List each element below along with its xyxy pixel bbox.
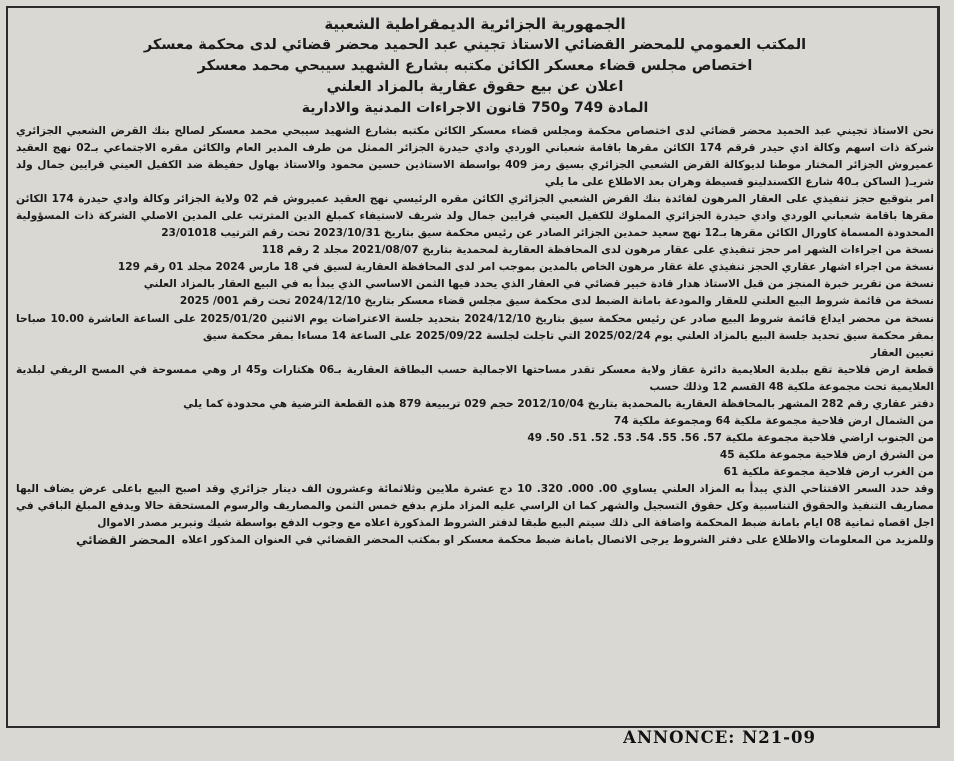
north-boundary: من الشمال ارض فلاحية مجموعة ملكية 64 ومجموعة ملكية 74	[613, 414, 934, 427]
west-boundary: من الغرب ارض فلاحية مجموعة ملكية 61	[723, 465, 934, 478]
republic-title: الجمهورية الجزائرية الديمقراطية الشعبية	[324, 15, 626, 33]
announcement-header	[16, 14, 934, 119]
signature-title: المحضر القضائي	[76, 533, 176, 548]
south-boundary: من الجنوب اراضي فلاحية مجموعة ملكية 57. 56. 55. 54. 53. 52. 51. 50. 49	[527, 431, 934, 444]
price-paragraph: وقد حدد السعر الافتتاحي الذي يبدأ به المزاد العلني يساوي 00. 000. 320. 10 دج عشرة ملايين وثلاثمائة وعشرون الف دينار جزائري وقد اصبح البيع باعلى عرض يضاف اليها مصاريف التنفيذ والحقوق التناسبية وكل حقوق التسجيل والشهر كما ان الراسي عليه المزاد ملزم بدفع خمس الثمن والمصاريف والرسوم المستحقة حالا ويدفع المبلغ الباقي في اجل اقصاه ثمانية 08 ايام بامانة ضبط المحكمة واضافة الى ذلك سيتم البيع طبقا لدفتر الشروط المذكورة اعلاه مع وجوب الدفع بواسطة شيك وتبرير مصدر الاموال	[16, 482, 935, 530]
office-title: المكتب العمومي للمحضر القضائي الاستاذ تجيني عبد الحميد محضر قضائي لدى محكمة معسكر	[143, 37, 807, 53]
contact-text: وللمزيد من المعلومات والاطلاع على دفتر الشروط يرجى الاتصال بامانة ضبط محكمة معسكر او بمكتب المحضر القضائي في العنوان المذكور اعلاه	[181, 534, 934, 547]
announcement-page	[16, 14, 934, 549]
hearing-paragraph: نسخة من محضر ايداع قائمة شروط البيع صادر عن رئيس محكمة سيق بتاريخ 2024/12/10 بتحديد جلسة الاعتراضات يوم الاثنين 2025/01/20 على الساعة العاشرة 10.00 صباحا بمقر محكمة سيق تحديد جلسة البيع بالمزاد العلني يوم 2025/02/24 التي تاجلت لجلسة 2025/09/22 على الساعة 14 مساءا بمقر محكمة سيق	[16, 312, 935, 342]
conditions-list-copy: نسخة من قائمة شروط البيع العلني للعقار والمودعة بامانة الضبط لدى محكمة سيق مجلس قضاء معسكر بتاريخ 2024/12/10 تحت رقم 001/ 2025	[179, 295, 934, 308]
legal-articles: المادة 749 و750 قانون الاجراءات المدنية والادارية	[301, 100, 649, 116]
contact-line	[16, 532, 934, 549]
seizure-order-paragraph: امر بتوقيع حجز تنفيذي على العقار المرهون لفائدة بنك القرض الشعبي الجزائري الكائن مقره الرئيسي نهج العقيد عميروش قم 02 ولاية الجزائر وكالة وادي حيدرة 174 الكائن مقرها باقامة شعباني الوردي وادي حيدرة الجزائري المملوك للكفيل العيني قرايين جمال ولد شريف لاستيفاء كمبلغ الدين المترتب على المدين الاصلي الشركة ذات المسؤولية المحدودة المسماة كاورال الكائن مقرها بـ12 نهج سعيد حمدين الجزائر الصادر عن رئيس محكمة سيق بتاريخ 2023/10/31 تحت رقم الترتيب 23/01018	[16, 193, 935, 240]
east-boundary: من الشرق ارض فلاحية مجموعة ملكية 45	[719, 448, 934, 461]
property-description: قطعة ارض فلاحية تقع ببلدية العلايمية دائرة عقاز ولاية معسكر تقدر مساحتها الاجمالية حسب البطاقة العقارية بـ06 هكتارات و45 ار وهي ممسوحة في المسح الريفي لبلدية العلايمية تحت مجموعة ملكية 48 القسم 12 وذلك حسب	[16, 363, 934, 393]
annonce-number: ANNONCE: N21-09	[623, 728, 816, 747]
auction-title: اعلان عن بيع حقوق عقارية بالمزاد العلني	[326, 79, 624, 95]
expert-report-copy: نسخة من تقرير خبرة المنجز من قبل الاستاذ هدار قادة خبير قضائي في العقار الذي يحدد فيها الثمن الاساسي الذي يبدأ به في البيع العقار بالمزاد العلني	[143, 278, 934, 291]
property-heading: تعيين العقار	[870, 346, 934, 359]
announcement-body	[16, 123, 934, 549]
publication-copy: نسخة من اجراءات الشهر امر حجز تنفيذي على عقار مرهون لدى المحافظة العقارية لمحمدية بتاريخ 2021/08/07 مجلد 2 رقم 118	[261, 244, 934, 257]
jurisdiction-line: اختصاص مجلس قضاء معسكر الكائن مكتبه بشارع الشهيد سيبحي محمد معسكر	[197, 58, 753, 74]
land-register: دفتر عقاري رقم 282 المشهر بالمحافظة العقارية بالمحمدية بتاريخ 2012/10/04 حجم 029 ترببيعة 879 هذه القطعة الترضية هي محدودة كما يلي	[183, 397, 934, 410]
registration-copy: نسخة من اجراء اشهار عقاري الحجز تنفيذي علة عقار مرهون الخاص بالمدين بموجب امر لدى المحافظة العقارية لسيق في 18 مارس 2024 مجلد 01 رقم 129	[117, 261, 934, 274]
intro-paragraph: نحن الاستاذ تجيني عبد الحميد محضر قضائي لدى اختصاص محكمة ومجلس قضاء معسكر الكائن مكتبه بشارع الشهيد سيبحي محمد معسكر لصالح بنك القرض الشعبي الجزائري شركة ذات اسهم وكالة ادي حيدر قرقم 174 الكائن مقرها باقامة شعباني الوردي وادي حيدرة الجزائر الممثل من طرف المدير العام والكائن مقره الاجتماعي بـ02 نهج العقيد عميروش الجزائر المختار موطنا لديوكالة القرض الشعبي الجزائري بسيق رمز 409 بواسطة الاستاذين حسين محمود والاستاذ بهاول حفيظة ضد الكفيل العيني قرايين جمال ولد شريـ( الساكن بـ40 شارع الكسندلينو قسيطة وهران بعد الاطلاع على ما يلي	[16, 125, 935, 189]
